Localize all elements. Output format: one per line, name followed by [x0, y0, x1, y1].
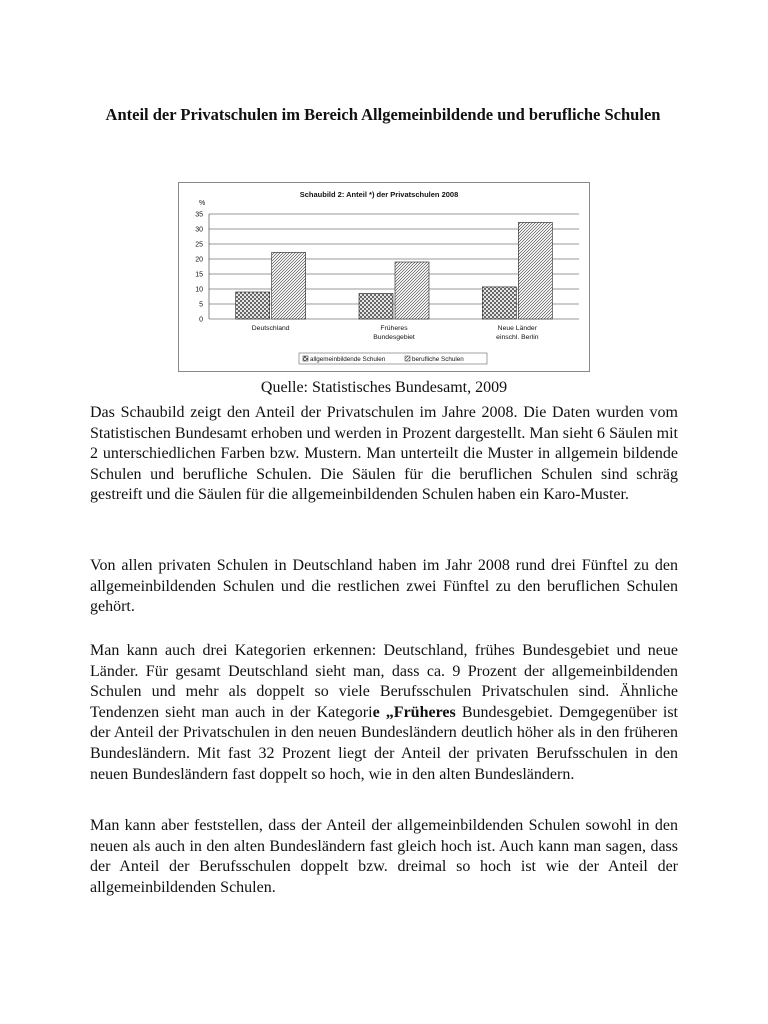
- source-caption: Quelle: Statistisches Bundesamt, 2009: [260, 379, 508, 396]
- paragraph-1: Das Schaubild zeigt den Anteil der Privatschulen im Jahre 2008. Die Daten wurden vom Statistischen Bundesamt erhoben und werden in Prozent dargestellt. Man sieht 6 Säulen mit 2 unterschiedlichen Farben bzw. Mustern. Man unterteilt die Muster in allgemein bildende Schulen und berufliche Schulen. Die Säulen für die beruflichen Schulen sind schräg gestreift und die Säulen für die allgemeinbildenden Schulen haben ein Karo-Muster.: [90, 404, 678, 504]
- chart-figure: [178, 182, 590, 372]
- paragraph-2: Von allen privaten Schulen in Deutschland haben im Jahr 2008 rund drei Fünftel zu den allgemeinbildenden Schulen und die restlichen zwei Fünftel zu den beruflichen Schulen gehört.: [90, 557, 678, 616]
- legend-label: allgemeinbildende Schulen: [310, 356, 386, 363]
- legend-label: berufliche Schulen: [412, 356, 464, 363]
- x-tick-label: Neue Länder: [497, 325, 537, 332]
- y-tick-label: 35: [195, 211, 203, 219]
- bar-beruflich: [395, 262, 429, 319]
- y-tick-label: 15: [195, 271, 203, 279]
- paragraph-3-emphasis: e „Früheres: [372, 703, 456, 721]
- paragraph-3: [90, 641, 678, 785]
- document-title: Anteil der Privatschulen im Bereich Allgemeinbildende und berufliche Schulen: [105, 105, 661, 124]
- paragraph-4: Man kann aber feststellen, dass der Anteil der allgemeinbildenden Schulen sowohl in den neuen als auch in den alten Bundesländern fast gleich hoch ist. Auch kann man sagen, dass der Anteil der Berufsschulen doppelt bzw. dreimal so hoch ist wie der Anteil der allgemeinbildenden Schulen.: [90, 817, 678, 896]
- y-tick-label: 30: [195, 226, 203, 234]
- bar-allgemeinbildend: [359, 294, 393, 320]
- x-tick-label: Deutschland: [251, 325, 290, 332]
- x-tick-label: Früheres: [380, 325, 408, 332]
- x-tick-label: einschl. Berlin: [496, 334, 539, 341]
- bar-allgemeinbildend: [482, 287, 516, 319]
- paragraph-3-text-b: Bundesgebiet. Demgegenüber ist der Anteil der Privatschulen in den neuen Bundesländern deutlich höher als in den früheren Bundesländern. Mit fast 32 Prozent liegt der Anteil der privaten Berufsschulen in den neuen Bundesländern fast doppelt so hoch, wie in den alten Bundesländern.: [90, 703, 679, 783]
- bar-chart: [179, 183, 589, 371]
- legend-swatch: [303, 356, 308, 361]
- x-tick-label: Bundesgebiet: [373, 334, 415, 341]
- bar-allgemeinbildend: [236, 292, 270, 319]
- legend-swatch: [405, 356, 410, 361]
- y-tick-label: 25: [195, 241, 203, 249]
- y-tick-label: 5: [199, 301, 203, 309]
- chart-title: Schaubild 2: Anteil *) der Privatschulen 2008: [299, 190, 459, 199]
- y-axis-unit: %: [199, 200, 206, 207]
- bar-beruflich: [518, 222, 552, 319]
- paragraph-3-text-a: Man kann auch drei Kategorien erkennen: Deutschland, frühes Bundesgebiet und neue Länder. Für gesamt Deutschland sieht man, dass ca. 9 Prozent der allgemeinbildenden Schulen und mehr als doppelt so viele Berufsschulen Privatschulen sind. Ähnliche Tendenzen sieht man auch in der Kategori: [90, 642, 678, 721]
- bar-beruflich: [272, 252, 306, 319]
- y-tick-label: 20: [195, 256, 203, 264]
- chart-legend: [299, 353, 487, 364]
- y-tick-label: 10: [195, 286, 203, 294]
- y-tick-label: 0: [199, 316, 203, 324]
